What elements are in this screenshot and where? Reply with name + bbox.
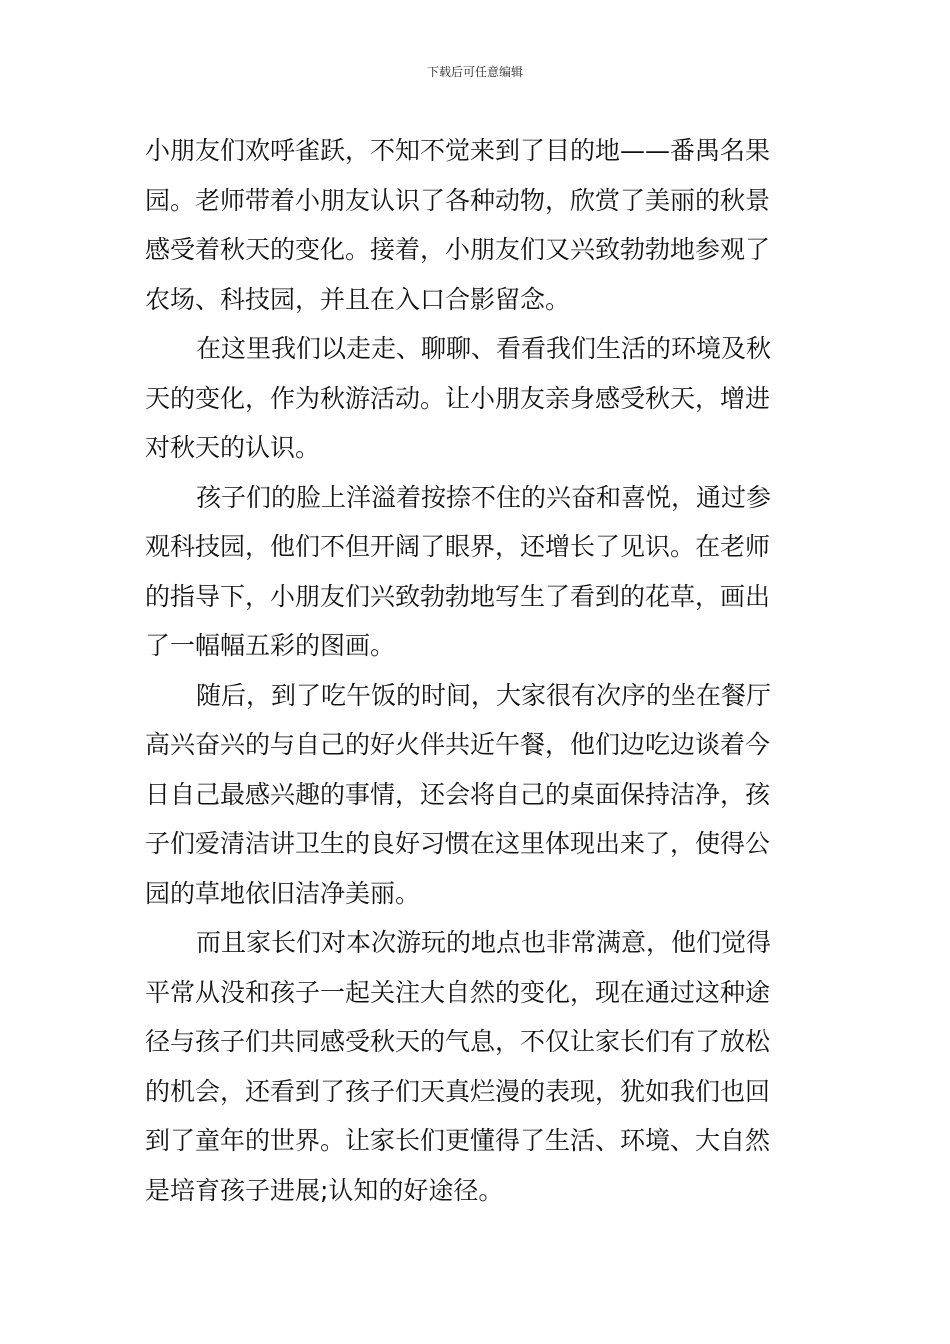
text-line: 对秋天的认识。 (145, 433, 321, 462)
text-line: 的指导下，小朋友们兴致勃勃地写生了看到的花草，画出 (145, 581, 771, 611)
text-line: 园的草地依旧洁净美丽。 (145, 878, 421, 908)
text-line: 园。老师带着小朋友认识了各种动物，欣赏了美丽的秋景 (145, 185, 771, 215)
text-line: 到了童年的世界。让家长们更懂得了生活、环境、大自然 (145, 1126, 771, 1155)
text-line: 日自己最感兴趣的事情，还会将自己的桌面保持洁净，孩 (145, 779, 771, 809)
text-line: 了一幅幅五彩的图画。 (145, 631, 396, 660)
paragraph-4 (145, 671, 810, 919)
text-line: 天的变化，作为秋游活动。让小朋友亲身感受秋天，增进 (145, 383, 771, 413)
text-line: 感受着秋天的变化。接着，小朋友们又兴致勃勃地参观了 (145, 235, 771, 264)
paragraph-1 (145, 126, 810, 324)
text-line: 而且家长们对本次游玩的地点也非常满意，他们觉得 (196, 928, 772, 957)
text-line: 径与孩子们共同感受秋天的气息，不仅让家长们有了放松 (145, 1027, 771, 1056)
text-line: 在这里我们以走走、聊聊、看看我们生活的环境及秋 (196, 334, 772, 363)
paragraph-3 (145, 473, 810, 671)
text-line: 子们爱清洁讲卫生的良好习惯在这里体现出来了，使得公 (145, 829, 771, 858)
text-line: 是培育孩子进展;认知的好途径。 (145, 1175, 504, 1205)
text-line: 农场、科技园，并且在入口合影留念。 (145, 284, 571, 314)
document-body (145, 126, 810, 1215)
paragraph-5 (145, 918, 810, 1215)
text-line: 观科技园，他们不但开阔了眼界，还增长了见识。在老师 (145, 532, 771, 561)
text-line: 随后，到了吃午饭的时间，大家很有次序的坐在餐厅 (196, 680, 772, 710)
text-line: 小朋友们欢呼雀跃，不知不觉来到了目的地——番禺名果 (145, 136, 771, 165)
header-note: 下载后可任意编辑 (426, 65, 523, 79)
text-line: 的机会，还看到了孩子们天真烂漫的表现，犹如我们也回 (145, 1076, 771, 1106)
text-line: 平常从没和孩子一起关注大自然的变化，现在通过这种途 (145, 977, 771, 1007)
text-line: 孩子们的脸上洋溢着按捺不住的兴奋和喜悦，通过参 (196, 482, 772, 512)
paragraph-2 (145, 324, 810, 473)
text-line: 高兴奋兴的与自己的好火伴共近午餐，他们边吃边谈着今 (145, 730, 771, 759)
